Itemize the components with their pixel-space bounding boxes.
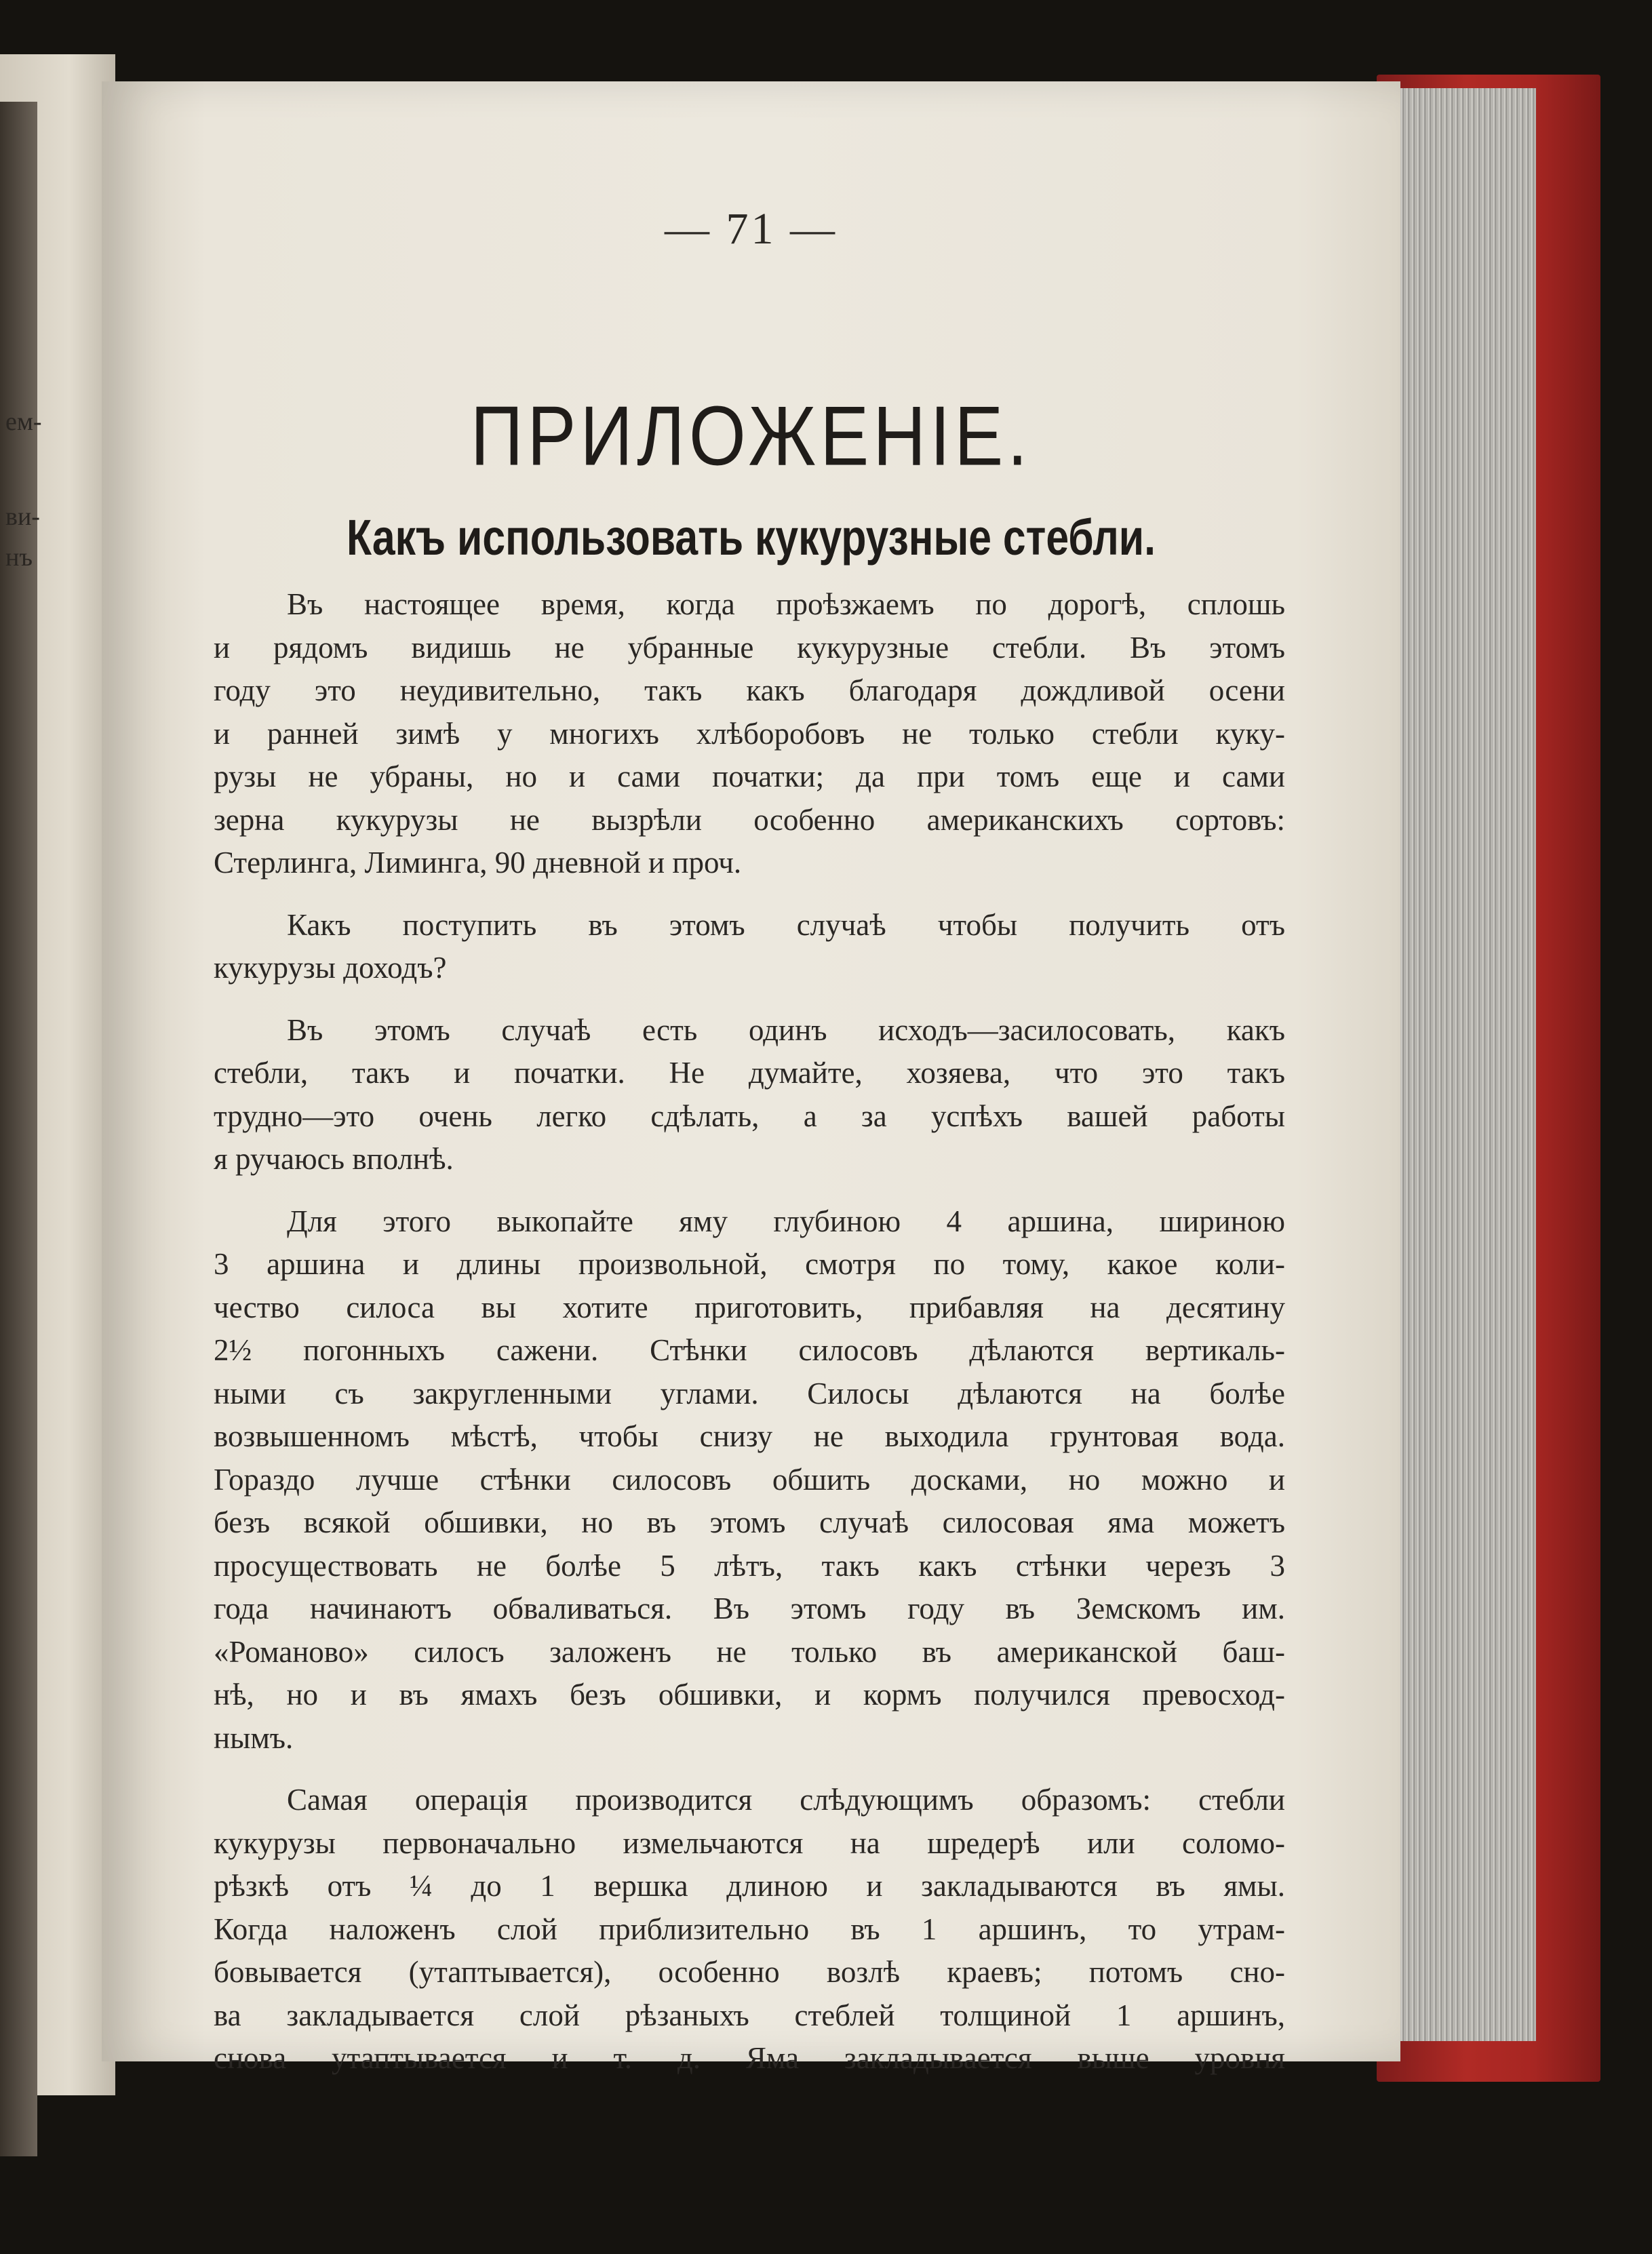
section-title: Какъ использовать кукурузные стебли. [347, 509, 1156, 566]
text-line: возвышенномъ мѣстѣ, чтобы снизу не выходила грунтовая вода. [214, 1419, 1285, 1453]
text-line: «Романово» силосъ заложенъ не только въ американской баш- [214, 1634, 1285, 1669]
text-line: безъ всякой обшивки, но въ этомъ случаѣ силосовая яма можетъ [214, 1505, 1285, 1539]
paragraph [214, 1009, 1285, 1181]
paragraph [214, 583, 1285, 885]
appendix-title: ПРИЛОЖЕНІЕ. [470, 388, 1032, 483]
text-line: кукурузы первоначально измельчаются на шредерѣ или соломо- [214, 1825, 1285, 1860]
paragraph-gap [214, 1760, 1285, 1779]
left-facing-page [0, 54, 115, 2095]
text-line: Самая операція производится слѣдующимъ образомъ: стебли [287, 1783, 1285, 1817]
text-line: Въ этомъ случаѣ есть одинъ исходъ—засилосовать, какъ [287, 1012, 1285, 1047]
text-line: 2½ погонныхъ сажени. Стѣнки силосовъ дѣлаются вертикаль- [214, 1333, 1285, 1367]
left-page-fragment: нъ [5, 543, 33, 572]
text-line: чество силоса вы хотите приготовить, прибавляя на десятину [214, 1290, 1285, 1324]
text-line: ва закладывается слой рѣзаныхъ стеблей толщиной 1 аршинъ, [214, 1998, 1285, 2032]
text-line: снова утаптывается и т. д. Яма закладывается выше уровня [214, 2041, 1285, 2075]
book-page [102, 81, 1400, 2075]
paragraph-gap [214, 1181, 1285, 1200]
text-line: Въ настоящее время, когда проѣзжаемъ по дорогѣ, сплошь [287, 587, 1285, 621]
text-line: Для этого выкопайте яму глубиною 4 аршина, шириною [287, 1204, 1285, 1238]
text-line: кукурузы доходъ? [214, 951, 447, 985]
text-line: года начинаютъ обваливаться. Въ этомъ году въ Земскомъ им. [214, 1591, 1285, 1625]
text-line: рѣзкѣ отъ ¼ до 1 вершка длиною и закладываются въ ямы. [214, 1869, 1285, 1903]
text-line: нымъ. [214, 1720, 294, 1755]
text-line: Стерлинга, Лиминга, 90 дневной и проч. [214, 846, 742, 879]
text-line: Когда наложенъ слой приблизительно въ 1 аршинъ, то утрам- [214, 1912, 1285, 1946]
left-page-fragment: ви- [5, 502, 40, 531]
text-line: я ручаюсь вполнѣ. [214, 1142, 454, 1176]
text-line: году это неудивительно, такъ какъ благодаря дождливой осени [214, 673, 1285, 707]
text-line: Какъ поступить въ этомъ случаѣ чтобы получить отъ [287, 907, 1285, 942]
paragraph-gap [214, 885, 1285, 904]
page-number: — 71 — [665, 204, 838, 254]
text-line: 3 аршина и длины произвольной, смотря по тому, какое коли- [214, 1247, 1285, 1281]
text-line: и рядомъ видишь не убранные кукурузные стебли. Въ этомъ [214, 630, 1285, 665]
text-line: трудно—это очень легко сдѣлать, а за успѣхъ вашей работы [214, 1099, 1285, 1133]
text-line: ными съ закругленными углами. Силосы дѣлаются на болѣе [214, 1376, 1285, 1410]
text-line: рузы не убраны, но и сами початки; да при томъ еще и сами [214, 759, 1285, 793]
paragraph-gap [214, 990, 1285, 1009]
text-line: просуществовать не болѣе 5 лѣтъ, такъ какъ стѣнки черезъ 3 [214, 1548, 1285, 1583]
text-line: и ранней зимѣ у многихъ хлѣборобовъ не только стебли куку- [214, 716, 1285, 751]
paragraph [214, 1200, 1285, 1760]
body-text [214, 583, 1285, 2080]
page-edges [1383, 88, 1536, 2041]
left-page-fragment: ем- [5, 408, 42, 436]
text-line: бовывается (утаптывается), особенно возлѣ краевъ; потомъ сно- [214, 1955, 1285, 1989]
text-line: Гораздо лучше стѣнки силосовъ обшить досками, но можно и [214, 1462, 1285, 1497]
paragraph [214, 1779, 1285, 2080]
text-line: стебли, такъ и початки. Не думайте, хозяева, что это такъ [214, 1056, 1285, 1090]
text-line: зерна кукурузы не вызрѣли особенно американскихъ сортовъ: [214, 802, 1285, 837]
paragraph [214, 904, 1285, 990]
text-line: нѣ, но и въ ямахъ безъ обшивки, и кормъ получился превосход- [214, 1678, 1285, 1712]
